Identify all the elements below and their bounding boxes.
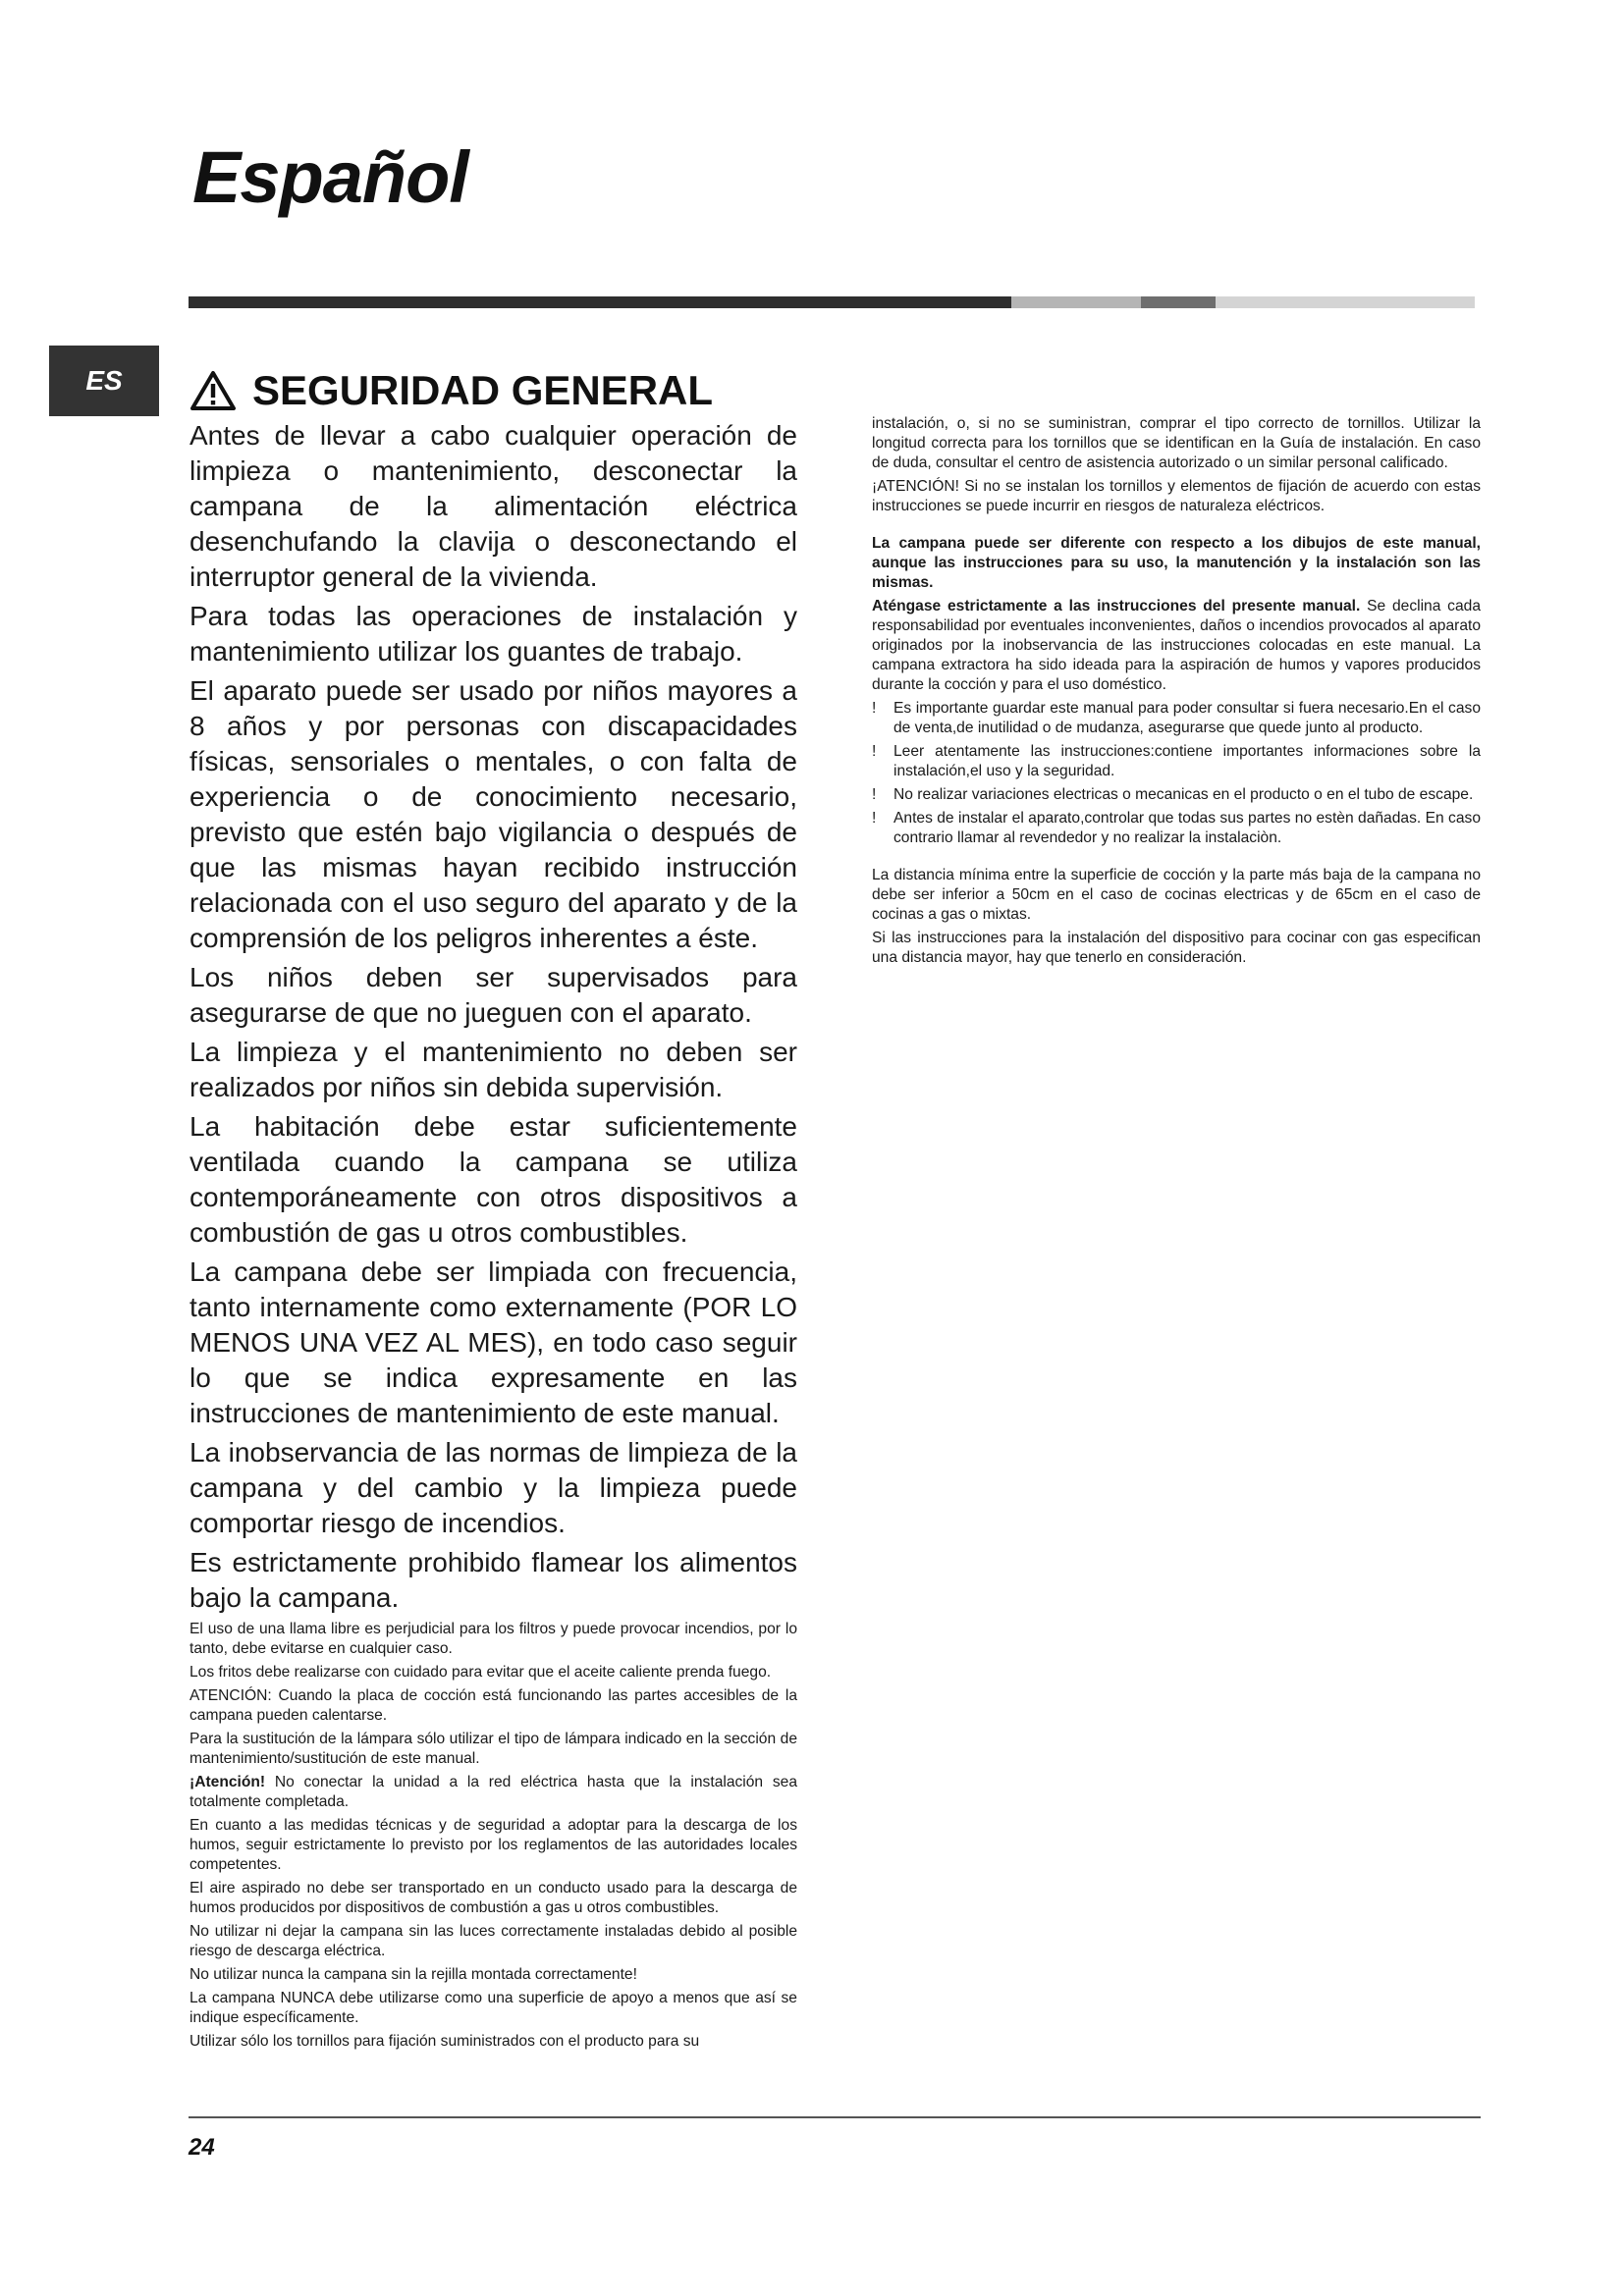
manual-paragraph-lead: Aténgase estrictamente a las instrucciones del presente manual. xyxy=(872,598,1361,614)
header-bar-segment-2 xyxy=(1011,296,1141,308)
small-safety-paragraphs xyxy=(189,1620,797,2052)
paragraph: El aparato puede ser usado por niños mayores a 8 años y por personas con discapacidades físicas, sensoriales o mentales, o con falta de experiencia o de conocimiento necesario, previsto que estén bajo vigilancia o después de que las mismas hayan recibido instrucción relacionada con el uso seguro del aparato y de la comprensión de los peligros inherentes a éste. xyxy=(189,675,797,953)
bullet-item xyxy=(872,699,1481,738)
manual-paragraph-text: Se declina cada responsabilidad por eventuales inconvenientes, daños o incendios provocados al aparato originados por la inobservancia de las instrucciones colocadas en este manual. La campana extractora ha sido ideada para la aspiración de humos y vapores producidos durante la cocción y para el uso doméstico. xyxy=(872,598,1481,693)
paragraph: No utilizar ni dejar la campana sin las luces correctamente instaladas debido al posible riesgo de descarga eléctrica. xyxy=(189,1923,797,1959)
bullet-item xyxy=(872,809,1481,848)
bullet-text: Es importante guardar este manual para poder consultar si fuera necesario.En el caso de venta,de inutilidad o de mudanza, asegurarse que quede junto al producto. xyxy=(893,700,1481,736)
paragraph: La habitación debe estar suficientemente ventilada cuando la campana se utiliza contemporáneamente con otros dispositivos a combustión de gas u otros combustibles. xyxy=(189,1111,797,1248)
left-column xyxy=(189,365,797,2056)
exclamation-icon: ! xyxy=(872,786,877,803)
atencion-paragraph xyxy=(189,1773,797,1812)
paragraph: ¡ATENCIÓN! Si no se instalan los tornillos y elementos de fijación de acuerdo con estas instrucciones se puede incurrir en riesgos de naturaleza eléctricos. xyxy=(872,478,1481,514)
bullet-text: Leer atentamente las instrucciones:contiene importantes informaciones sobre la instalación,el uso y la seguridad. xyxy=(893,743,1481,779)
bullet-item xyxy=(872,785,1481,805)
paragraph: No utilizar nunca la campana sin la rejilla montada correctamente! xyxy=(189,1966,637,1983)
section-heading-text: SEGURIDAD GENERAL xyxy=(252,367,714,413)
header-bar-segment-1 xyxy=(189,296,1011,308)
paragraph: La limpieza y el mantenimiento no deben ser realizados por niños sin debida supervisión. xyxy=(189,1037,797,1102)
paragraph: Para todas las operaciones de instalación y mantenimiento utilizar los guantes de trabajo. xyxy=(189,601,797,667)
warning-triangle-icon xyxy=(189,370,237,411)
atencion-label: ¡Atención! xyxy=(189,1774,266,1790)
page-number: 24 xyxy=(189,2134,215,2161)
paragraph: El aire aspirado no debe ser transportado en un conducto usado para la descarga de humos producidos por dispositivos de combustión a gas u otros combustibles. xyxy=(189,1880,797,1916)
bold-paragraph: La campana puede ser diferente con respecto a los dibujos de este manual, aunque las instrucciones para su uso, la manutención y la instalación son las mismas. xyxy=(872,535,1481,591)
paragraph: La inobservancia de las normas de limpieza de la campana y del cambio y la limpieza puede comportar riesgo de incendios. xyxy=(189,1437,797,1538)
bullet-text: No realizar variaciones electricas o mecanicas en el producto o en el tubo de escape. xyxy=(893,786,1474,803)
section-heading xyxy=(189,365,797,416)
paragraph: En cuanto a las medidas técnicas y de seguridad a adoptar para la descarga de los humos, seguir estrictamente lo previsto por los reglamentos de las autoridades locales competentes. xyxy=(189,1817,797,1873)
bullet-text: Antes de instalar el aparato,controlar que todas sus partes no estèn dañadas. En caso contrario llamar al revendedor y no realizar la instalaciòn. xyxy=(893,810,1481,846)
language-title: Español xyxy=(192,136,468,218)
footer-rule xyxy=(189,2116,1481,2118)
atencion-text: No conectar la unidad a la red eléctrica hasta que la instalación sea totalmente completada. xyxy=(189,1774,797,1810)
header-bar-segment-3 xyxy=(1141,296,1216,308)
paragraph: Si las instrucciones para la instalación del dispositivo para cocinar con gas especifican una distancia mayor, hay que tenerlo en consideración. xyxy=(872,930,1481,966)
paragraph: ATENCIÓN: Cuando la placa de cocción está funcionando las partes accesibles de la campana pueden calentarse. xyxy=(189,1687,797,1724)
language-tab: ES xyxy=(49,346,159,416)
manual-paragraph xyxy=(872,597,1481,695)
paragraph: Los niños deben ser supervisados para asegurarse de que no jueguen con el aparato. xyxy=(189,962,797,1028)
header-bar-segment-4 xyxy=(1216,296,1475,308)
paragraph: Los fritos debe realizarse con cuidado para evitar que el aceite caliente prenda fuego. xyxy=(189,1664,772,1681)
paragraph: La campana debe ser limpiada con frecuencia, tanto internamente como externamente (POR LO MENOS UNA VEZ AL MES), en todo caso seguir lo que se indica expresamente en las instrucciones de mantenimiento de este manual. xyxy=(189,1256,797,1428)
paragraph: Utilizar sólo los tornillos para fijación suministrados con el producto para su xyxy=(189,2033,700,2050)
right-column xyxy=(872,414,1481,972)
exclamation-icon: ! xyxy=(872,700,877,717)
paragraph: El uso de una llama libre es perjudicial para los filtros y puede provocar incendios, por lo tanto, debe evitarse en cualquier caso. xyxy=(189,1621,797,1657)
exclamation-icon: ! xyxy=(872,810,877,827)
paragraph: La distancia mínima entre la superficie de cocción y la parte más baja de la campana no debe ser inferior a 50cm en el caso de cocinas electricas y de 65cm en el caso de cocinas a gas o mixtas. xyxy=(872,867,1481,923)
paragraph: Es estrictamente prohibido flamear los alimentos bajo la campana. xyxy=(189,1547,797,1613)
paragraph: La campana NUNCA debe utilizarse como una superficie de apoyo a menos que así se indique específicamente. xyxy=(189,1990,797,2026)
paragraph: Antes de llevar a cabo cualquier operación de limpieza o mantenimiento, desconectar la campana de la alimentación eléctrica desenchufando la clavija o desconectando el interruptor general de la vivienda. xyxy=(189,420,797,592)
paragraph: instalación, o, si no se suministran, comprar el tipo correcto de tornillos. Utilizar la longitud correcta para los tornillos que se identifican en la Guía de instalación. En caso de duda, consultar el centro de asistencia autorizado o un similar personal calificado. xyxy=(872,415,1481,471)
bullet-item xyxy=(872,742,1481,781)
large-safety-paragraphs xyxy=(189,418,797,1616)
exclamation-icon: ! xyxy=(872,743,877,760)
paragraph: Para la sustitución de la lámpara sólo utilizar el tipo de lámpara indicado en la sección de mantenimiento/sustitución de este manual. xyxy=(189,1731,797,1767)
